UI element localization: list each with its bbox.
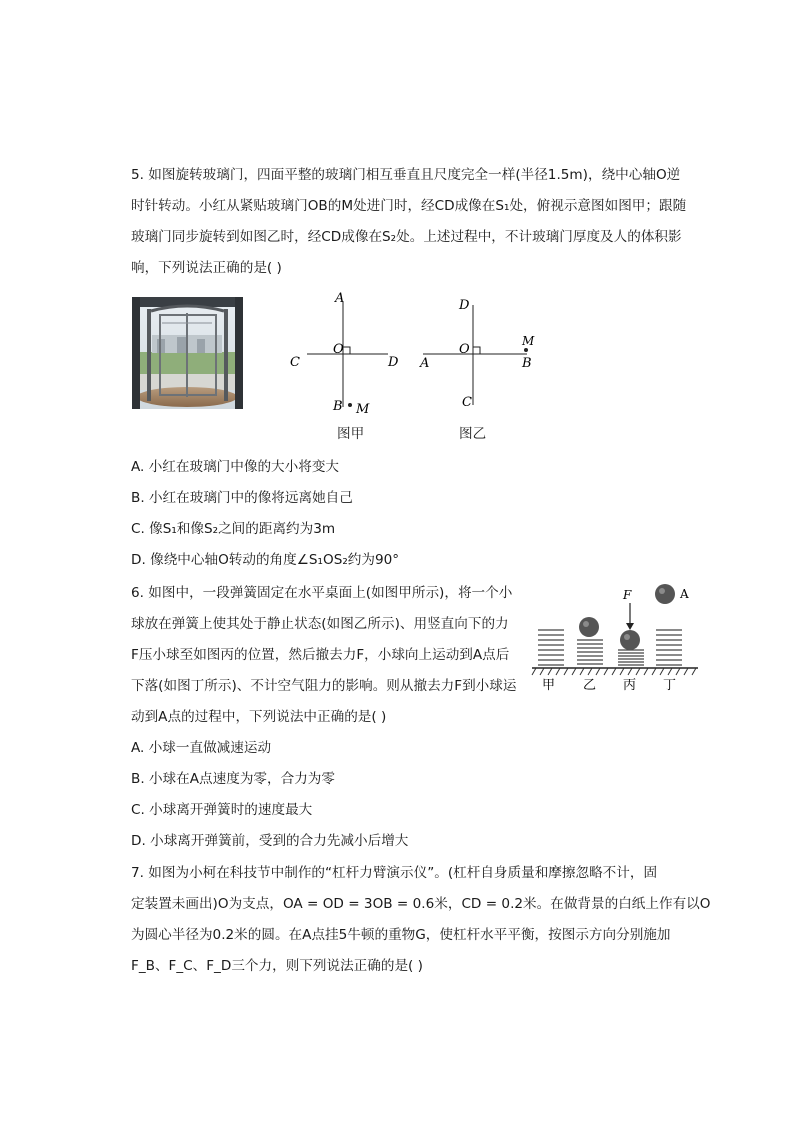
ball-label: A [680,587,689,601]
q5-option-d: D. 像绕中心轴O转动的角度∠S₁OS₂约为90° [131,552,400,568]
q6-line-3: F压小球至如图丙的位置，然后撤去力F，小球向上运动到A点后 [131,647,510,663]
spring-figure [530,578,700,694]
revolving-door-photo [132,297,243,409]
q6-line-4: 下落(如图丁所示)、不计空气阻力的影响。则从撤去力F到小球运 [131,678,517,694]
figure-yi [415,287,545,422]
label-B: B [522,356,532,371]
q6-option-a: A. 小球一直做减速运动 [131,740,272,756]
q6-option-c: C. 小球离开弹簧时的速度最大 [131,802,313,818]
q5-option-b: B. 小红在玻璃门中的像将远离她自己 [131,490,353,506]
figure-jia-caption: 图甲 [337,426,365,442]
q5-line-1: 5. 如图旋转玻璃门，四面平整的玻璃门相互垂直且尺度完全一样(半径1.5m)，绕中心轴O逆 [131,167,681,183]
figure-jia [285,287,415,422]
label-A: A [335,291,345,306]
q5-line-4: 响，下列说法正确的是( ) [131,260,282,276]
q6-line-1: 6. 如图中，一段弹簧固定在水平桌面上(如图甲所示)，将一个小 [131,585,513,601]
force-label: F [623,588,632,602]
q5-line-3: 玻璃门同步旋转到如图乙时，经CD成像在S₂处。上述过程中，不计玻璃门厚度及人的体积影 [131,229,682,245]
q6-option-b: B. 小球在A点速度为零，合力为零 [131,771,335,787]
q7-line-2: 定装置未画出)O为支点，OA = OD = 3OB = 0.6米，CD = 0.2米。在做背景的白纸上作有以O [131,896,711,912]
q6-option-d: D. 小球离开弹簧前，受到的合力先减小后增大 [131,833,409,849]
ball-yi [579,617,599,637]
caption-jia: 甲 [542,678,556,693]
label-C: C [462,395,472,410]
q5-option-a: A. 小红在玻璃门中像的大小将变大 [131,459,340,475]
label-B: B [333,399,343,414]
caption-yi: 乙 [583,678,597,693]
q6-line-2: 球放在弹簧上使其处于静止状态(如图乙所示)、用竖直向下的力 [131,616,509,632]
caption-bing: 丙 [623,678,637,693]
q6-line-5: 动到A点的过程中，下列说法中正确的是( ) [131,709,387,725]
point-M [524,348,528,352]
label-A: A [420,356,430,371]
q5-option-c: C. 像S₁和像S₂之间的距离约为3m [131,521,336,537]
q7-line-4: F_B、F_C、F_D三个力，则下列说法正确的是( ) [131,958,423,974]
spring-ding [656,630,682,665]
label-M: M [356,402,370,417]
q7-line-3: 为圆心半径为0.2米的圆。在A点挂5牛顿的重物G，使杠杆水平平衡，按图示方向分别施加 [131,927,671,943]
label-C: C [290,355,300,370]
spring-yi [577,640,603,664]
ball-ding [655,584,675,604]
label-O: O [333,342,344,357]
label-M: M [522,334,535,348]
q7-line-1: 7. 如图为小柯在科技节中制作的“杠杆力臂演示仪”。(杠杆自身质量和摩擦忽略不计，固 [131,865,658,881]
figure-yi-caption: 图乙 [459,426,487,442]
q5-line-2: 时针转动。小红从紧贴玻璃门OB的M处进门时，经CD成像在S₁处，俯视示意图如图甲；跟随 [131,198,687,214]
label-D: D [459,298,470,313]
label-O: O [459,342,470,357]
spring-jia [538,630,564,665]
label-D: D [388,355,399,370]
point-M [348,403,352,407]
caption-ding: 丁 [663,678,677,693]
ball-bing [620,630,640,650]
spring-bing [618,650,644,665]
